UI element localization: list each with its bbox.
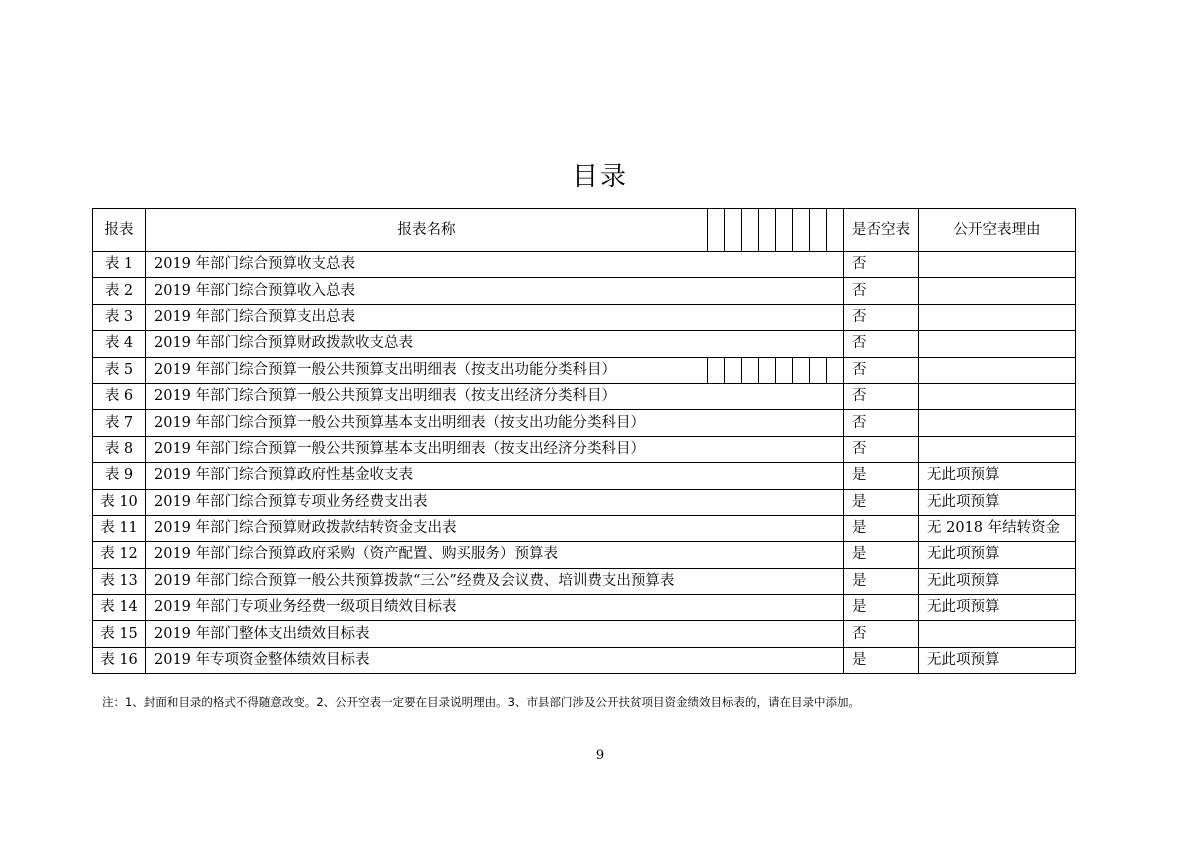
header-id: 报表 xyxy=(93,209,146,252)
row-id: 表 9 xyxy=(93,463,146,489)
table-row xyxy=(93,331,1076,357)
row-name: 2019 年部门综合预算政府性基金收支表 xyxy=(146,463,844,489)
row-name: 2019 年部门综合预算收支总表 xyxy=(146,252,844,278)
row-id: 表 15 xyxy=(93,621,146,647)
table-row xyxy=(93,489,1076,515)
header-tick-cell xyxy=(708,209,844,252)
row-reason xyxy=(919,410,1076,436)
tick-marks xyxy=(708,209,843,251)
row-id: 表 3 xyxy=(93,304,146,330)
row-id: 表 16 xyxy=(93,647,146,673)
row-is-empty: 是 xyxy=(844,489,919,515)
row-name: 2019 年部门综合预算一般公共预算基本支出明细表（按支出功能分类科目） xyxy=(146,410,844,436)
row-is-empty: 是 xyxy=(844,568,919,594)
table-row xyxy=(93,621,1076,647)
table-row xyxy=(93,436,1076,462)
row-name: 2019 年部门专项业务经费一级项目绩效目标表 xyxy=(146,595,844,621)
row-name: 2019 年专项资金整体绩效目标表 xyxy=(146,647,844,673)
row-id: 表 8 xyxy=(93,436,146,462)
row-reason: 无此项预算 xyxy=(919,595,1076,621)
row-is-empty: 否 xyxy=(844,278,919,304)
catalog-body xyxy=(93,252,1076,674)
row-reason xyxy=(919,278,1076,304)
footnote: 注：1、封面和目录的格式不得随意改变。2、公开空表一定要在目录说明理由。3、市县部门涉及公开扶贫项目资金绩效目标表的，请在目录中添加。 xyxy=(102,695,860,709)
row-name: 2019 年部门综合预算一般公共预算拨款“三公”经费及会议费、培训费支出预算表 xyxy=(146,568,844,594)
row-reason: 无此项预算 xyxy=(919,568,1076,594)
row-id: 表 14 xyxy=(93,595,146,621)
row-id: 表 5 xyxy=(93,357,146,383)
row-is-empty: 否 xyxy=(844,436,919,462)
row-id: 表 6 xyxy=(93,383,146,409)
header-reason: 公开空表理由 xyxy=(919,209,1076,252)
row-reason xyxy=(919,383,1076,409)
row-name: 2019 年部门整体支出绩效目标表 xyxy=(146,621,844,647)
row-is-empty: 否 xyxy=(844,252,919,278)
row-reason: 无此项预算 xyxy=(919,542,1076,568)
table-row xyxy=(93,463,1076,489)
row-id: 表 12 xyxy=(93,542,146,568)
row-is-empty: 否 xyxy=(844,357,919,383)
page-number: 9 xyxy=(595,748,605,763)
row-reason: 无此项预算 xyxy=(919,647,1076,673)
row-id: 表 11 xyxy=(93,515,146,541)
row-reason xyxy=(919,621,1076,647)
row-is-empty: 是 xyxy=(844,463,919,489)
row-reason: 无此项预算 xyxy=(919,489,1076,515)
row-name: 2019 年部门综合预算财政拨款结转资金支出表 xyxy=(146,515,844,541)
row-is-empty: 否 xyxy=(844,304,919,330)
row-name: 2019 年部门综合预算专项业务经费支出表 xyxy=(146,489,844,515)
row-name: 2019 年部门综合预算一般公共预算支出明细表（按支出经济分类科目） xyxy=(146,383,844,409)
row-reason xyxy=(919,252,1076,278)
header-name: 报表名称 xyxy=(146,209,708,252)
row-id: 表 7 xyxy=(93,410,146,436)
row-name: 2019 年部门综合预算一般公共预算支出明细表（按支出功能分类科目） xyxy=(146,357,708,383)
row-is-empty: 是 xyxy=(844,542,919,568)
row-id: 表 1 xyxy=(93,252,146,278)
row-is-empty: 是 xyxy=(844,515,919,541)
row-name: 2019 年部门综合预算收入总表 xyxy=(146,278,844,304)
row-is-empty: 否 xyxy=(844,383,919,409)
row-id: 表 4 xyxy=(93,331,146,357)
row-reason xyxy=(919,436,1076,462)
row-is-empty: 是 xyxy=(844,595,919,621)
table-row xyxy=(93,357,1076,383)
row-id: 表 13 xyxy=(93,568,146,594)
table-row xyxy=(93,515,1076,541)
table-row xyxy=(93,647,1076,673)
row-name: 2019 年部门综合预算财政拨款收支总表 xyxy=(146,331,844,357)
row-reason xyxy=(919,357,1076,383)
row-reason xyxy=(919,304,1076,330)
table-row xyxy=(93,304,1076,330)
row-reason: 无 2018 年结转资金 xyxy=(919,515,1076,541)
row-tick-cell xyxy=(708,357,844,383)
row-id: 表 10 xyxy=(93,489,146,515)
catalog-table xyxy=(92,208,1076,674)
row-is-empty: 是 xyxy=(844,647,919,673)
table-row xyxy=(93,252,1076,278)
row-name: 2019 年部门综合预算一般公共预算基本支出明细表（按支出经济分类科目） xyxy=(146,436,844,462)
table-row xyxy=(93,568,1076,594)
row-is-empty: 否 xyxy=(844,331,919,357)
header-is-empty: 是否空表 xyxy=(844,209,919,252)
row-name: 2019 年部门综合预算政府采购（资产配置、购买服务）预算表 xyxy=(146,542,844,568)
row-reason: 无此项预算 xyxy=(919,463,1076,489)
table-row xyxy=(93,595,1076,621)
table-row xyxy=(93,410,1076,436)
table-header-row xyxy=(93,209,1076,252)
row-is-empty: 否 xyxy=(844,621,919,647)
row-id: 表 2 xyxy=(93,278,146,304)
table-row xyxy=(93,383,1076,409)
row-name: 2019 年部门综合预算支出总表 xyxy=(146,304,844,330)
row-reason xyxy=(919,331,1076,357)
page-title: 目录 xyxy=(571,162,628,192)
row-is-empty: 否 xyxy=(844,410,919,436)
table-row xyxy=(93,542,1076,568)
table-row xyxy=(93,278,1076,304)
